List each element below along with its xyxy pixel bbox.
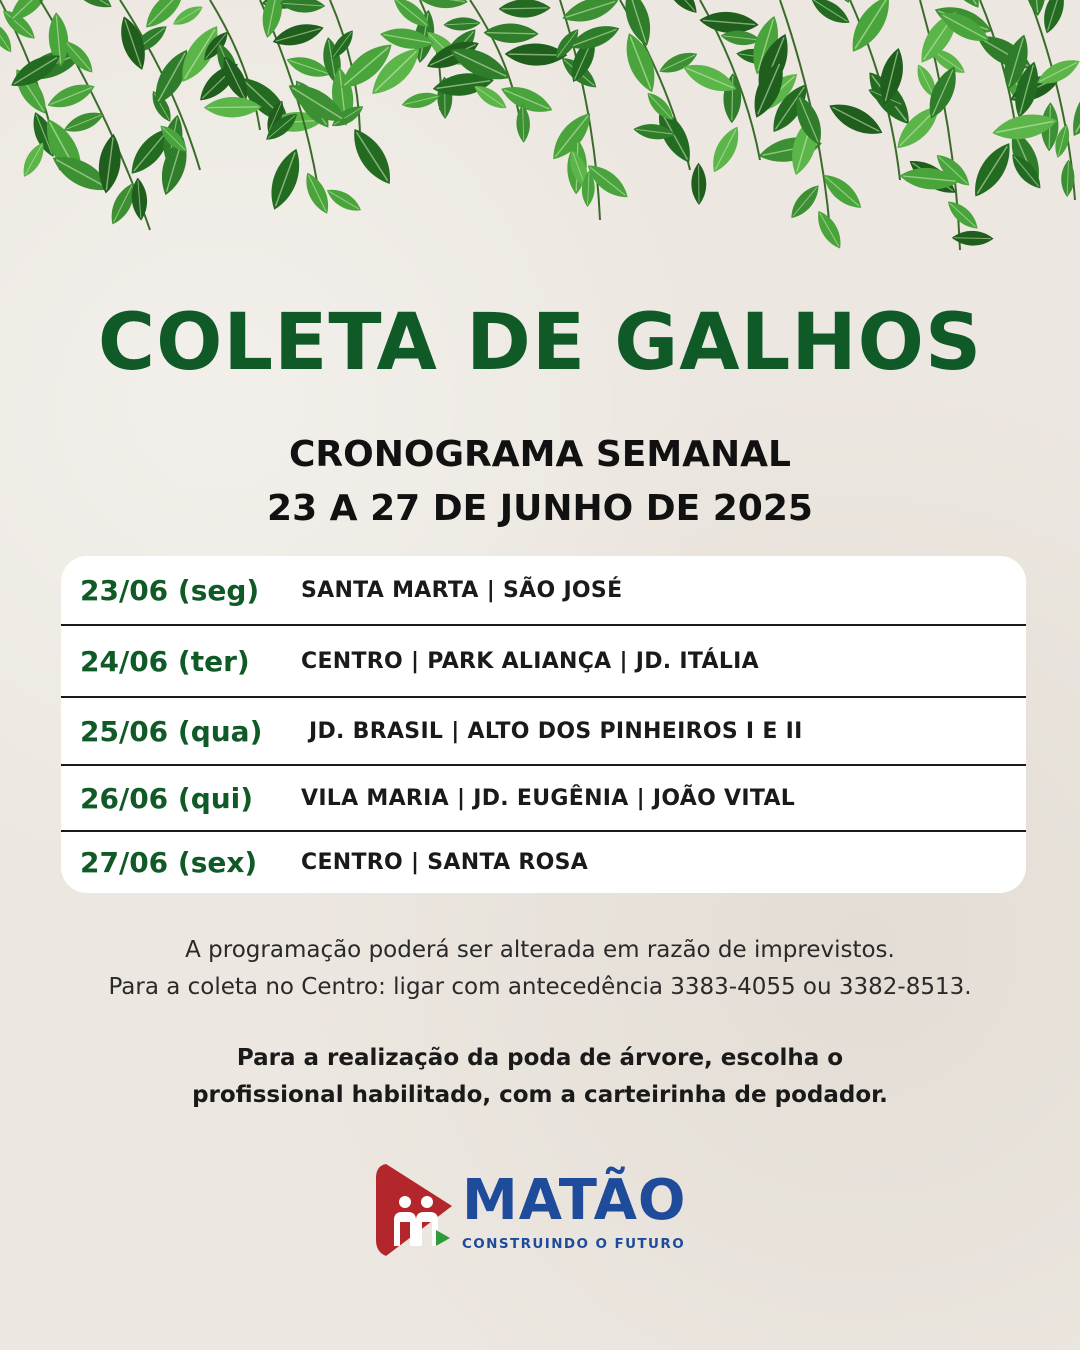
schedule-areas: SANTA MARTA | SÃO JOSÉ: [301, 577, 623, 603]
matao-logo: [372, 1160, 722, 1260]
schedule-date: 25/06 (qua): [80, 714, 263, 748]
schedule-row: [61, 556, 1026, 624]
schedule-areas: JD. BRASIL | ALTO DOS PINHEIROS I E II: [309, 718, 803, 744]
subtitle: [0, 428, 1080, 536]
notice-line-1: A programação poderá ser alterada em razão de imprevistos.: [185, 937, 895, 963]
leaf-vein: [508, 54, 563, 55]
leaf: [559, 0, 621, 28]
leaf: [1039, 0, 1070, 36]
leaf: [280, 0, 326, 14]
subtitle-line-2: 23 A 27 DE JUNHO DE 2025: [267, 488, 813, 529]
notice-text: [0, 932, 1080, 1006]
schedule-areas: CENTRO | PARK ALIANÇA | JD. ITÁLIA: [301, 648, 759, 674]
schedule-table: [61, 556, 1026, 893]
schedule-row: [61, 830, 1026, 893]
schedule-row: [61, 764, 1026, 830]
matao-logo-icon: [372, 1160, 464, 1260]
subtitle-line-1: CRONOGRAMA SEMANAL: [289, 434, 791, 475]
schedule-row: [61, 624, 1026, 696]
pruning-line-2: profissional habilitado, com a carteirinha de podador.: [192, 1082, 888, 1108]
schedule-date: 27/06 (sex): [80, 846, 258, 879]
schedule-areas: CENTRO | SANTA ROSA: [301, 850, 589, 875]
pruning-advice: [0, 1040, 1080, 1114]
schedule-date: 24/06 (ter): [80, 644, 250, 678]
leaves-decoration: [0, 0, 1080, 280]
leaf-vein: [207, 107, 258, 108]
schedule-areas: VILA MARIA | JD. EUGÊNIA | JOÃO VITAL: [301, 785, 796, 811]
leaf: [65, 0, 116, 14]
pruning-line-1: Para a realização da poda de árvore, escolha o: [236, 1045, 844, 1071]
leaf: [659, 0, 703, 18]
schedule-date: 26/06 (qui): [80, 781, 254, 815]
logo-wordmark: MATÃO: [462, 1168, 687, 1233]
notice-line-2: Para a coleta no Centro: ligar com antecedência 3383-4055 ou 3382-8513.: [108, 974, 972, 1000]
page-title: COLETA DE GALHOS: [97, 298, 983, 388]
leaf: [843, 0, 898, 58]
schedule-date: 23/06 (seg): [80, 573, 260, 607]
leaf: [807, 0, 854, 29]
logo-tagline: CONSTRUINDO O FUTURO: [462, 1236, 686, 1252]
schedule-row: [61, 696, 1026, 764]
